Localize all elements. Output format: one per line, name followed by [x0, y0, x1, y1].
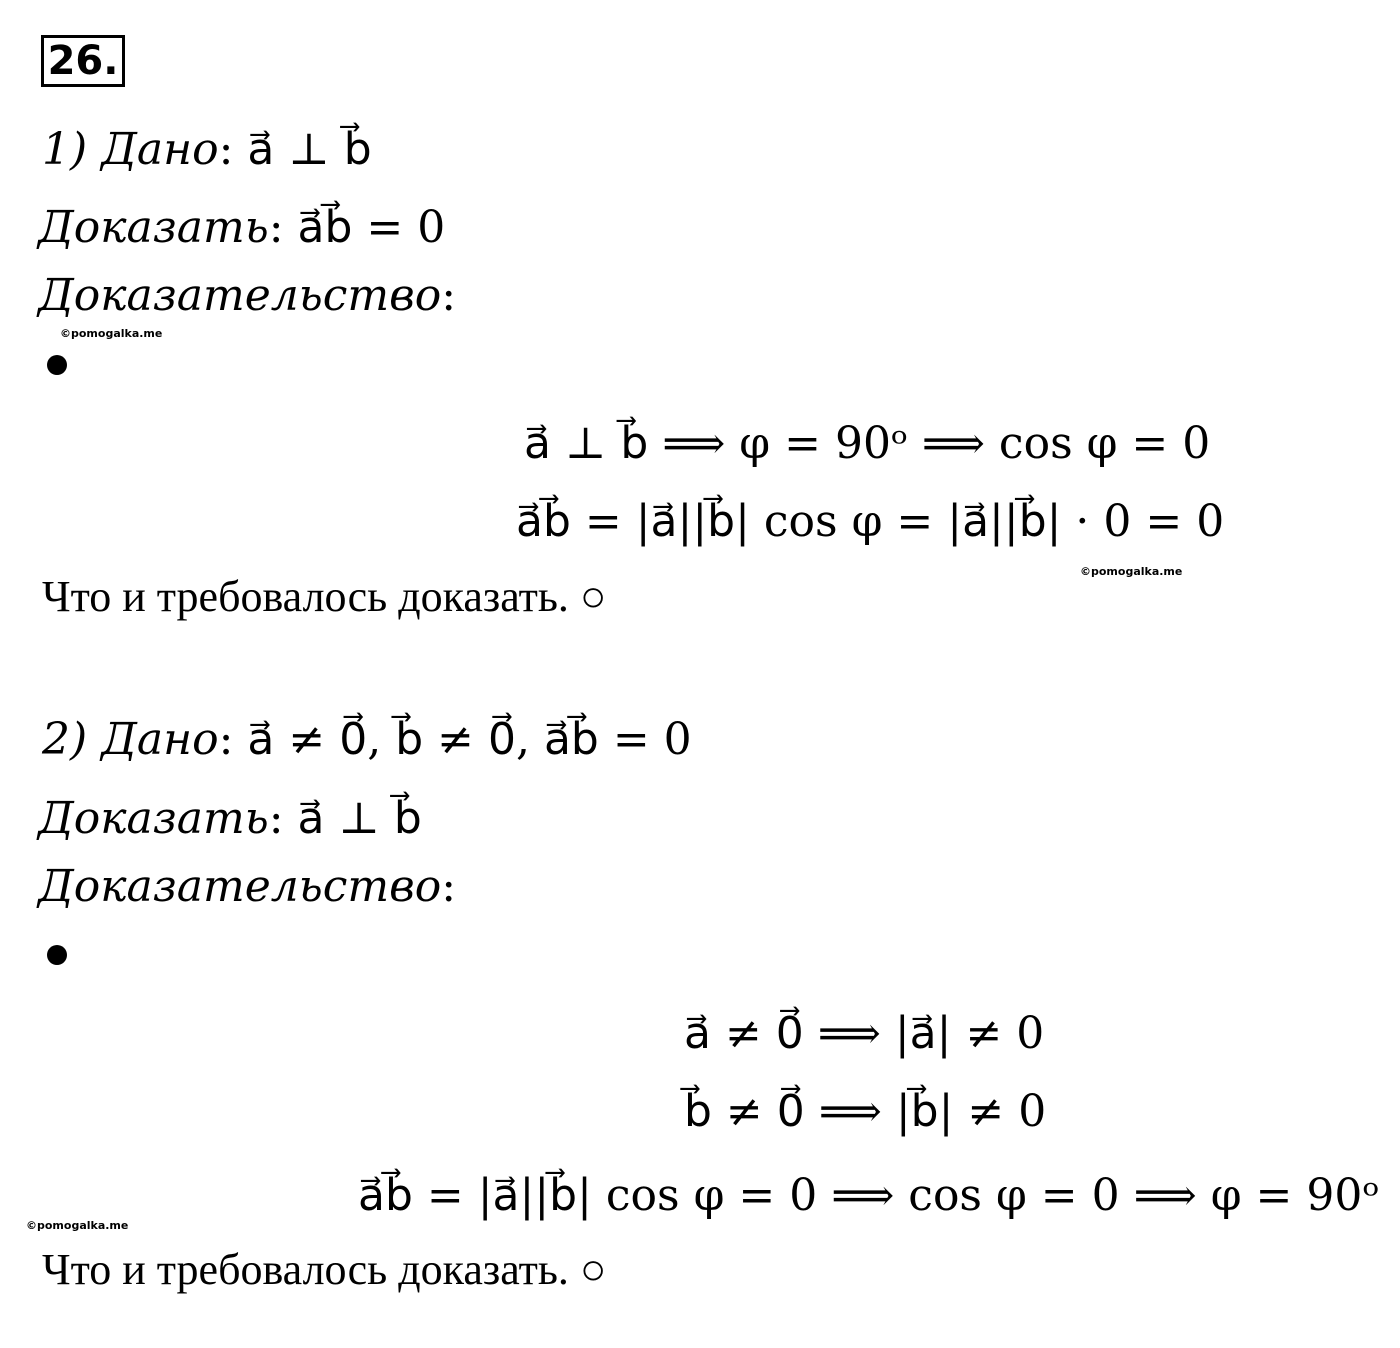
part2-conclusion: Что и требовалось доказать. ○: [42, 1245, 607, 1294]
problem-number: 26.: [41, 35, 125, 87]
part1-given-expr: : a⃗ ⊥ b⃗: [218, 124, 372, 175]
part1-proof-heading: [38, 270, 457, 321]
part1-prove: [38, 202, 446, 253]
part1-proof-label: Доказательство: [38, 270, 442, 321]
part1-formula-1: a⃗ ⊥ b⃗ ⟹ φ = 90ᵒ ⟹ cos φ = 0: [524, 418, 1211, 469]
part2-formula-2: b⃗ ≠ 0⃗ ⟹ |b⃗| ≠ 0: [684, 1086, 1047, 1137]
part1-proof-colon: :: [441, 270, 457, 321]
part2-prove: [38, 793, 422, 844]
part2-formula-3: a⃗b⃗ = |a⃗||b⃗| cos φ = 0 ⟹ cos φ = 0 ⟹ φ = 90ᵒ: [358, 1170, 1380, 1221]
part2-proof-heading: [38, 861, 457, 912]
watermark-1: ©pomogalka.me: [60, 327, 163, 340]
part2-proof-colon: :: [441, 861, 457, 912]
part2-formula-1: a⃗ ≠ 0⃗ ⟹ |a⃗| ≠ 0: [684, 1008, 1045, 1059]
watermark-3: ©pomogalka.me: [26, 1219, 129, 1232]
part1-formula-2: a⃗b⃗ = |a⃗||b⃗| cos φ = |a⃗||b⃗| · 0 = 0: [516, 496, 1225, 547]
part2-prove-label: Доказать: [38, 793, 269, 844]
part1-prove-label: Доказать: [38, 202, 269, 253]
part2-prove-expr: : a⃗ ⊥ b⃗: [268, 793, 422, 844]
bullet-1: [47, 355, 67, 375]
part1-given-label: 1) Дано: [42, 124, 219, 175]
part1-given: [42, 124, 372, 175]
part1-conclusion: Что и требовалось доказать. ○: [42, 572, 607, 621]
part2-given-label: 2) Дано: [42, 714, 219, 765]
part2-given-expr: : a⃗ ≠ 0⃗, b⃗ ≠ 0⃗, a⃗b⃗ = 0: [218, 714, 692, 765]
part2-proof-label: Доказательство: [38, 861, 442, 912]
bullet-2: [47, 945, 67, 965]
watermark-2: ©pomogalka.me: [1080, 565, 1183, 578]
part2-given: [42, 714, 692, 765]
part1-prove-expr: : a⃗b⃗ = 0: [268, 202, 446, 253]
